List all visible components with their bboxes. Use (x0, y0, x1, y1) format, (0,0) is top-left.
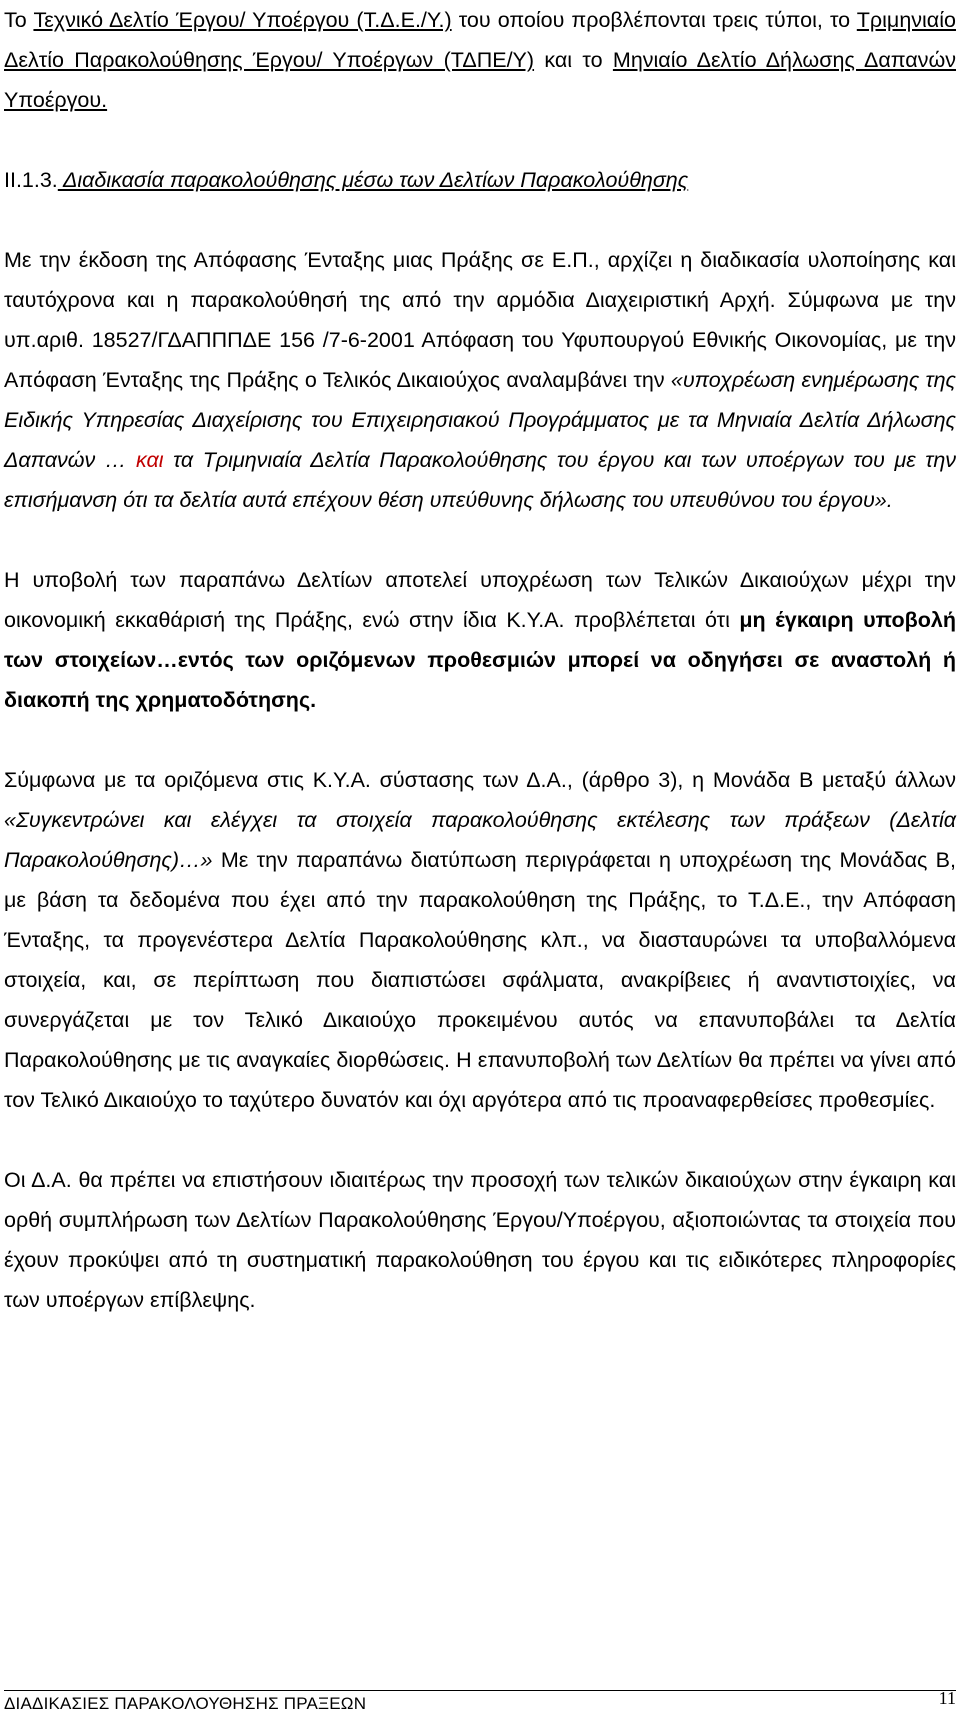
procedure-paragraph (4, 240, 956, 520)
highlighted-conjunction: και (126, 448, 174, 472)
paragraph-text: Με την έκδοση της Απόφασης Ένταξης μιας Πράξης σε Ε.Π., αρχίζει η διαδικασία υλοποίησης και ταυτόχρονα και η παρακολούθησή της από την αρμόδια Διαχειριστική Αρχή. Σύμφωνα με την υπ.αριθ. 18527/ΓΔΑΠΠΠΔΕ 156 /7-6-2001 Απόφαση του Υφυπουργού Εθνικής Οικονομίας, με την Απόφαση Ένταξης της Πράξης ο Τελικός Δικαιούχος αναλαμβάνει την (4, 248, 956, 392)
paragraph-text: Οι Δ.Α. θα πρέπει να επιστήσουν ιδιαιτέρως την προσοχή των τελικών δικαιούχων στην έγκαιρη και ορθή συμπλήρωση των Δελτίων Παρακολούθησης Έργου/Υποέργου, αξιοποιώντας τα στοιχεία που έχουν προκύψει από τη συστηματική παρακολούθηση του έργου και τις ειδικότερες πληροφορίες των υποέργων επίβλεψης. (4, 1168, 956, 1312)
footer-rule (4, 1690, 956, 1691)
section-title: Διαδικασία παρακολούθησης μέσω των Δελτίων Παρακολούθησης (57, 168, 689, 192)
quoted-duty: «Συγκεντρώνει και ελέγχει τα στοιχεία παρακολούθησης εκτέλεσης των πράξεων (Δελτία Παρακολούθησης)…» (4, 808, 956, 872)
intro-text: και το (534, 48, 613, 72)
page-number: 11 (938, 1688, 956, 1708)
paragraph-text: Η υποβολή των παραπάνω Δελτίων αποτελεί υποχρέωση των Τελικών Δικαιούχων μέχρι την οικονομική εκκαθάρισή της Πράξης, ενώ στην ίδια Κ.Υ.Α. προβλέπεται ότι (4, 568, 956, 632)
technical-sheet-reference: Τεχνικό Δελτίο Έργου/ Υποέργου (Τ.Δ.Ε./Υ.) (33, 8, 452, 32)
section-number: ΙΙ.1.3. (4, 168, 58, 192)
bold-warning: μη έγκαιρη υποβολή των στοιχείων…εντός των οριζόμενων προθεσμιών μπορεί να οδηγήσει σε αναστολή ή διακοπή της χρηματοδότησης. (4, 608, 956, 712)
paragraph-text: Σύμφωνα με τα οριζόμενα στις Κ.Υ.Α. σύστασης των Δ.Α., (άρθρο 3), η Μονάδα Β μεταξύ άλλων (4, 768, 956, 792)
intro-text: Το (4, 8, 34, 32)
quarterly-report-reference: Τριμηνιαίο Δελτίο Παρακολούθησης Έργου/ Υποέργων (ΤΔΠΕ/Υ) (4, 8, 956, 72)
quoted-obligation-continued: τα Τριμηνιαία Δελτία Παρακολούθησης του έργου και των υποέργων του με την επισήμανση ότι τα δελτία αυτά επέχουν θέση υπεύθυνης δήλωσης του υπευθύνου του έργου». (4, 448, 956, 512)
intro-text: του οποίου προβλέπονται τρεις τύποι, το (451, 8, 857, 32)
section-heading (4, 160, 956, 200)
quoted-obligation: «υποχρέωση ενημέρωσης της Ειδικής Υπηρεσίας Διαχείρισης του Επιχειρησιακού Προγράμματος με τα Μηνιαία Δελτία Δήλωσης Δαπανών … (4, 368, 956, 472)
paragraph-text: Με την παραπάνω διατύπωση περιγράφεται η υποχρέωση της Μονάδας Β, με βάση τα δεδομένα που έχει από την παρακολούθηση της Πράξης, το Τ.Δ.Ε., την Απόφαση Ένταξης, τα προγενέστερα Δελτία Παρακολούθησης κλπ., να διασταυρώνει τα υποβαλλόμενα στοιχεία, και, σε περίπτωση που διαπιστώσει σφάλματα, ανακρίβειες ή αναντιστοιχίες, να συνεργάζεται με τον Τελικό Δικαιούχο προκειμένου αυτός να επανυποβάλει τα Δελτία Παρακολούθησης με τις αναγκαίες διορθώσεις. Η επανυποβολή των Δελτίων θα πρέπει να γίνει από τον Τελικό Δικαιούχο το ταχύτερο δυνατόν και όχι αργότερα από τις προαναφερθείσες προθεσμίες. (4, 848, 956, 1112)
page-footer (4, 1690, 956, 1712)
footer-title: ΔΙΑΔΙΚΑΣΙΕΣ ΠΑΡΑΚΟΛΟΥΘΗΣΗΣ ΠΡΑΞΕΩΝ (4, 1694, 367, 1713)
unit-b-paragraph (4, 760, 956, 1120)
attention-paragraph (4, 1160, 956, 1320)
intro-paragraph (4, 0, 956, 120)
submission-paragraph (4, 560, 956, 720)
monthly-report-reference: Μηνιαίο Δελτίο Δήλωσης Δαπανών Υποέργου. (4, 48, 956, 112)
document-page (4, 0, 956, 1320)
